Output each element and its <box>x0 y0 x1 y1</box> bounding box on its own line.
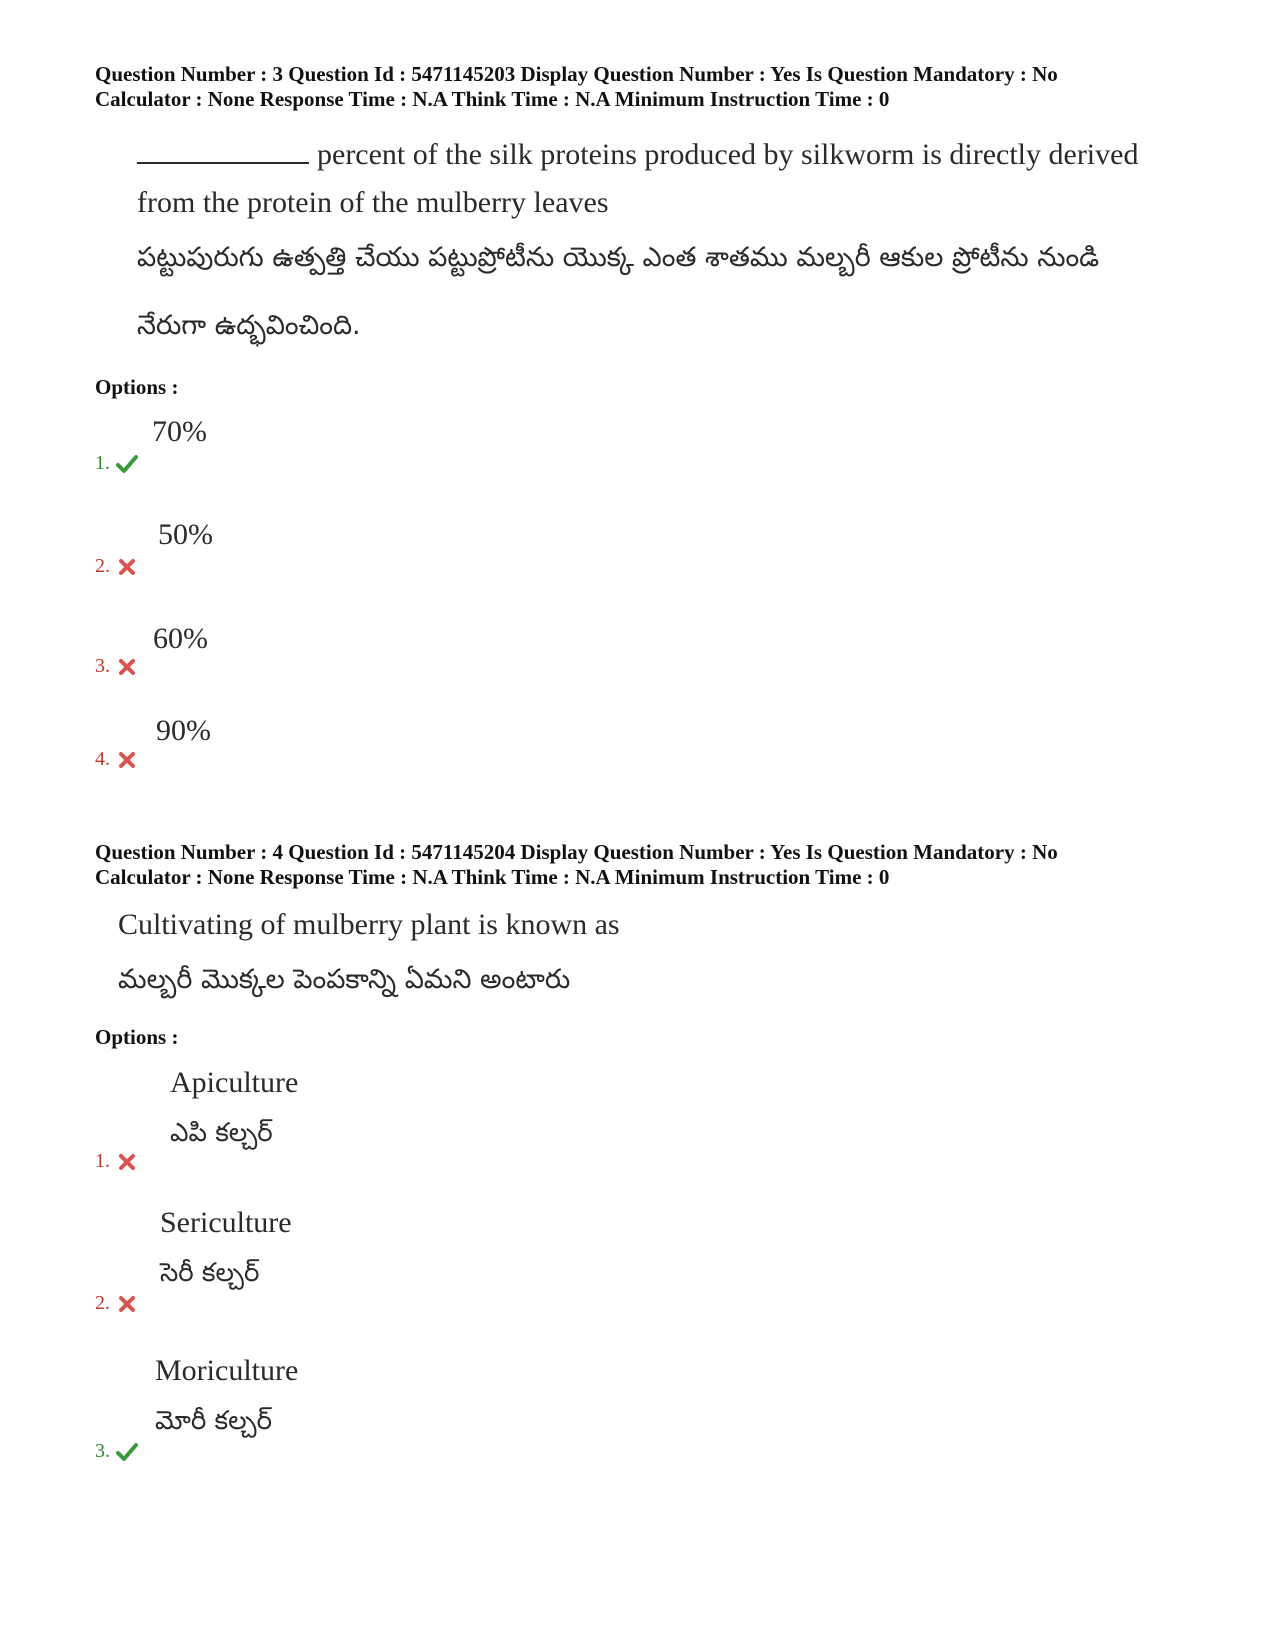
question-4-option-1-text-te: ఎపి కల్చర్ <box>170 1118 273 1148</box>
option-number: 1. <box>95 1150 110 1172</box>
question-3-option-2-number <box>95 555 138 578</box>
question-4-option-2-text-en: Sericulture <box>160 1206 292 1239</box>
question-3-text-en-line1-content: percent of the silk proteins produced by silkworm is directly derived <box>317 138 1139 171</box>
cross-icon <box>116 1293 138 1315</box>
question-3-option-4-number <box>95 748 138 771</box>
answer-blank <box>137 134 309 164</box>
question-4-option-3-number <box>95 1440 138 1463</box>
cross-icon <box>116 1151 138 1173</box>
question-3-text-en-line2: from the protein of the mulberry leaves <box>137 186 609 219</box>
option-number: 3. <box>95 1440 110 1462</box>
option-number: 4. <box>95 748 110 770</box>
question-3-meta-line2: Calculator : None Response Time : N.A Think Time : N.A Minimum Instruction Time : 0 <box>95 87 890 111</box>
cross-icon <box>116 656 138 678</box>
question-4-option-3-text-en: Moriculture <box>155 1354 299 1387</box>
question-4-option-1-text-en: Apiculture <box>170 1066 299 1099</box>
question-3-text-te-line1: పట్టుపురుగు ఉత్పత్తి చేయు పట్టుప్రోటీను యొక్క ఎంత శాతము మల్బరీ ఆకుల ప్రోటీను నుండి <box>137 242 1100 273</box>
question-4-text-te: మల్బరీ మొక్కల పెంపకాన్ని ఏమని అంటారు <box>118 964 571 995</box>
question-3-meta <box>95 62 1215 112</box>
question-4-meta-line2: Calculator : None Response Time : N.A Think Time : N.A Minimum Instruction Time : 0 <box>95 865 890 889</box>
question-3-option-2-text: 50% <box>158 518 213 551</box>
question-3-options-label: Options : <box>95 375 179 399</box>
question-4-meta-line1: Question Number : 4 Question Id : 5471145204 Display Question Number : Yes Is Question Mandatory : No <box>95 840 1058 864</box>
question-3-option-1-text: 70% <box>152 415 207 448</box>
question-4-option-1-number <box>95 1150 138 1173</box>
question-3-meta-line1: Question Number : 3 Question Id : 5471145203 Display Question Number : Yes Is Question Mandatory : No <box>95 62 1058 86</box>
question-4-options-label: Options : <box>95 1025 179 1049</box>
cross-icon <box>116 556 138 578</box>
question-3-option-1-number <box>95 452 138 475</box>
question-3-option-4-text: 90% <box>156 714 211 747</box>
option-number: 2. <box>95 555 110 577</box>
question-4-meta <box>95 840 1215 890</box>
check-icon <box>116 453 138 475</box>
question-4-option-2-text-te: సెరీ కల్చర్ <box>160 1258 260 1288</box>
option-number: 2. <box>95 1292 110 1314</box>
question-4-text-en: Cultivating of mulberry plant is known as <box>118 908 620 941</box>
question-3-text-en-line1 <box>137 134 1138 172</box>
question-3-option-3-number <box>95 655 138 678</box>
question-4-option-3-text-te: మోరీ కల్చర్ <box>155 1406 272 1436</box>
option-number: 3. <box>95 655 110 677</box>
question-3-option-3-text: 60% <box>153 622 208 655</box>
question-3-text-te-line2: నేరుగా ఉద్భవించింది. <box>137 310 361 341</box>
cross-icon <box>116 749 138 771</box>
option-number: 1. <box>95 452 110 474</box>
question-4-option-2-number <box>95 1292 138 1315</box>
check-icon <box>116 1441 138 1463</box>
